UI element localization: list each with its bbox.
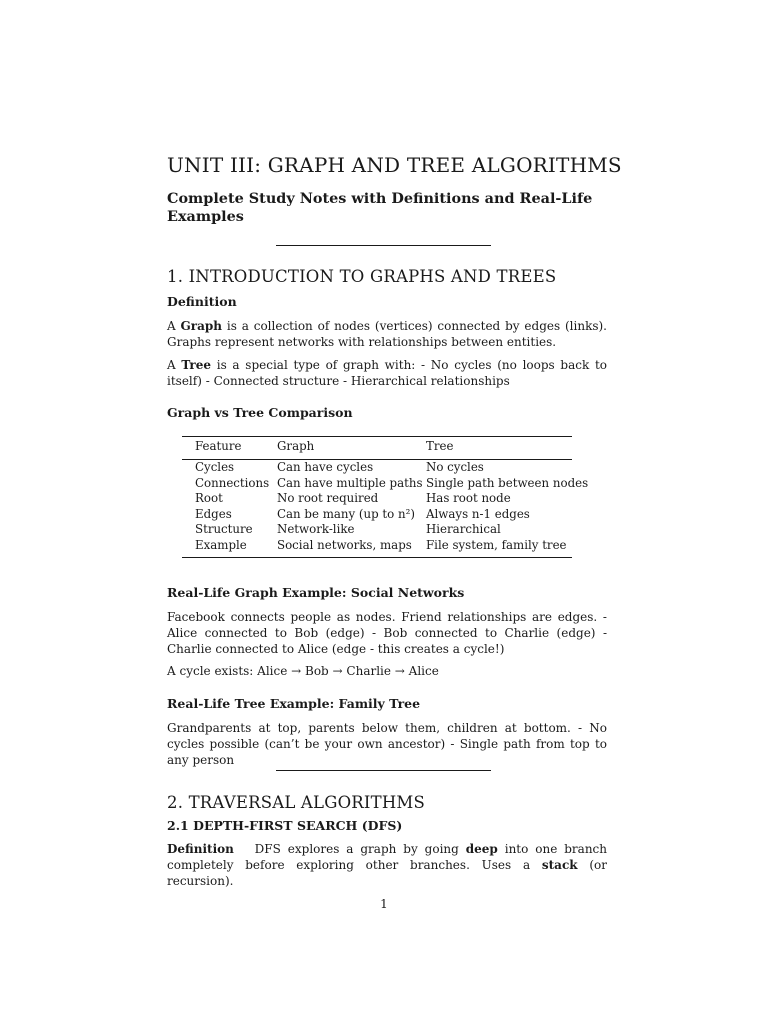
page-number: 1 bbox=[380, 897, 388, 911]
table-cell: Single path between nodes bbox=[426, 475, 589, 490]
table-cell: Has root node bbox=[426, 491, 511, 506]
table-cell: Example bbox=[195, 538, 247, 552]
table-cell: Hierarchical bbox=[426, 522, 501, 537]
table-cell: File system, family tree bbox=[426, 538, 567, 552]
section-divider bbox=[276, 245, 491, 246]
table-cell: Cycles bbox=[195, 460, 235, 474]
table-cell: Connections bbox=[195, 475, 270, 490]
table-cell: Social networks, maps bbox=[277, 538, 412, 552]
dfs-definition-label: Definition bbox=[167, 842, 234, 856]
table-cell: Always n-1 edges bbox=[426, 506, 530, 521]
table-cell: Can have cycles bbox=[277, 460, 374, 474]
table-cell: Structure bbox=[195, 522, 253, 537]
section-1-heading: 1. INTRODUCTION TO GRAPHS AND TREES bbox=[167, 267, 557, 286]
table-cell: No cycles bbox=[426, 460, 484, 474]
tree-example-heading: Real-Life Tree Example: Family Tree bbox=[167, 696, 421, 711]
document-title: UNIT III: GRAPH AND TREE ALGORITHMS bbox=[167, 153, 622, 177]
section-2-heading: 2. TRAVERSAL ALGORITHMS bbox=[167, 793, 426, 812]
table-header-tree: Tree bbox=[426, 439, 454, 453]
graph-example-heading: Real-Life Graph Example: Social Networks bbox=[167, 585, 465, 600]
dfs-subheading: 2.1 DEPTH-FIRST SEARCH (DFS) bbox=[167, 818, 403, 833]
table-cell: Can have multiple paths bbox=[277, 475, 423, 490]
comparison-table bbox=[182, 436, 589, 558]
tree-definition-paragraph: A Tree is a special type of graph with: - No cycles (no loops back to itself) - Connected structure - Hierarchical relationships bbox=[167, 358, 608, 388]
table-header-feature: Feature bbox=[195, 439, 242, 453]
table-header-rule bbox=[182, 459, 572, 460]
section-divider bbox=[276, 770, 491, 771]
dfs-definition-paragraph: Definition DFS explores a graph by going deep into one branch completely before exploring other branches. Uses a stack (or recursion). bbox=[167, 842, 607, 888]
table-header-graph: Graph bbox=[277, 439, 315, 453]
table-bottom-rule bbox=[182, 557, 572, 558]
table-cell: No root required bbox=[277, 491, 379, 506]
graph-example-paragraph: Facebook connects people as nodes. Friend relationships are edges. - Alice connected to Bob (edge) - Bob connected to Charlie (edge) - Charlie connected to Alice (edge - this creates a cycle!) bbox=[167, 610, 607, 656]
table-cell: Edges bbox=[195, 506, 232, 521]
definition-heading: Definition bbox=[167, 294, 237, 309]
table-cell: Can be many (up to n²) bbox=[277, 506, 415, 521]
table-cell: Network-like bbox=[277, 522, 355, 537]
table-top-rule bbox=[182, 436, 572, 437]
table-cell: Root bbox=[195, 491, 223, 506]
comparison-heading: Graph vs Tree Comparison bbox=[167, 405, 353, 420]
tree-example-paragraph: Grandparents at top, parents below them, children at bottom. - No cycles possible (can’t be your own ancestor) - Single path from top to any person bbox=[167, 721, 607, 767]
cycle-paragraph: A cycle exists: Alice → Bob → Charlie → Alice bbox=[167, 664, 439, 678]
document-subtitle: Complete Study Notes with Definitions and Real-Life Examples bbox=[167, 190, 593, 225]
graph-definition-paragraph: A Graph is a collection of nodes (vertices) connected by edges (links). Graphs represent networks with relationships between entities. bbox=[167, 319, 608, 349]
